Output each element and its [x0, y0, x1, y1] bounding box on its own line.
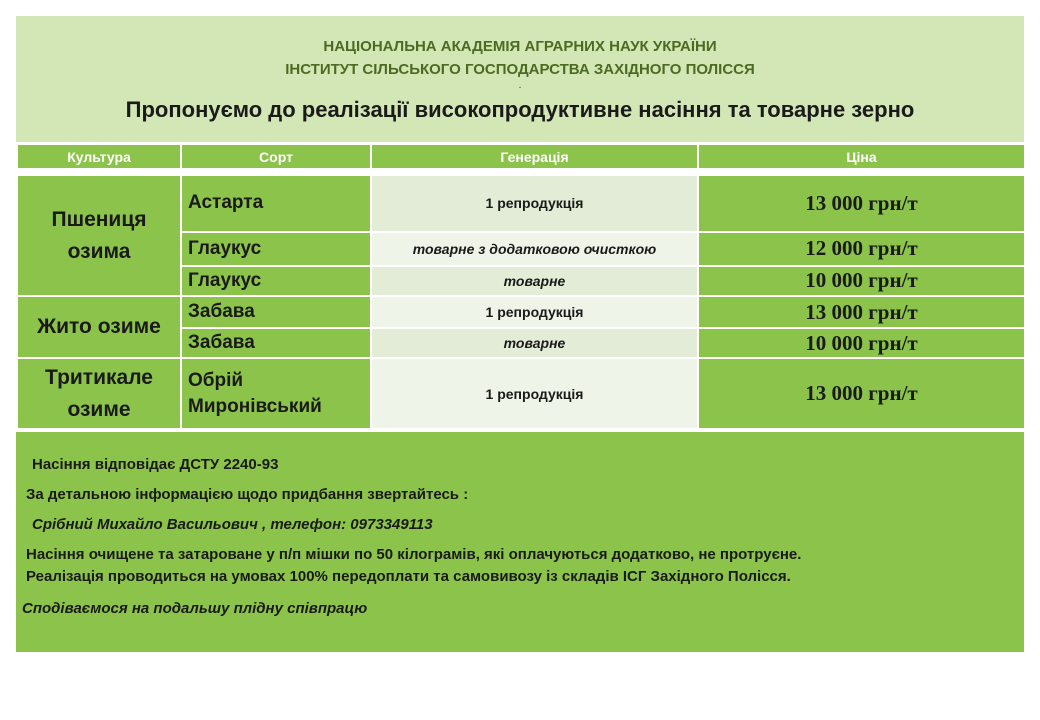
variety-cell: Забава: [181, 328, 371, 358]
generation-cell: товарне: [371, 328, 698, 358]
generation-cell: товарне: [371, 266, 698, 296]
column-header-generation: Генерація: [371, 144, 698, 169]
variety-cell: Глаукус: [181, 232, 371, 266]
variety-cell: Глаукус: [181, 266, 371, 296]
crop-cell: Жито озиме: [17, 296, 181, 358]
header-dot: .: [518, 80, 522, 91]
price-cell: 13 000 грн/т: [698, 175, 1025, 231]
org-name-line2: ІНСТИТУТ СІЛЬСЬКОГО ГОСПОДАРСТВА ЗАХІДНОГО ПОЛІССЯ: [285, 61, 755, 78]
contact-person: Срібний Михайло Васильович , телефон: 0973349113: [32, 516, 433, 533]
column-header-crop: Культура: [17, 144, 181, 169]
price-table: [16, 143, 1026, 430]
price-cell: 12 000 грн/т: [698, 232, 1025, 266]
price-cell: 13 000 грн/т: [698, 296, 1025, 328]
table-row: [17, 296, 1025, 328]
generation-cell: 1 репродукція: [371, 175, 698, 231]
variety-cell: Обрій Миронівський: [181, 358, 371, 429]
table-header-row: [17, 144, 1025, 169]
table-row: [17, 175, 1025, 231]
org-name-line1: НАЦІОНАЛЬНА АКАДЕМІЯ АГРАРНИХ НАУК УКРАЇНИ: [323, 38, 717, 55]
page-title: Пропонуємо до реалізації високопродуктивне насіння та товарне зерно: [125, 97, 915, 122]
price-cell: 13 000 грн/т: [698, 358, 1025, 429]
header-banner: [16, 16, 1024, 142]
standard-note: Насіння відповідає ДСТУ 2240-93: [32, 456, 279, 473]
packaging-note: Насіння очищене та затароване у п/п мішки по 50 кілограмів, які оплачуються додатково, не протруєне.: [26, 546, 802, 563]
column-header-price: Ціна: [698, 144, 1025, 169]
price-cell: 10 000 грн/т: [698, 328, 1025, 358]
generation-cell: 1 репродукція: [371, 358, 698, 429]
closing-note: Сподіваємося на подальшу плідну співпрацю: [22, 600, 368, 617]
crop-cell: Тритикале озиме: [17, 358, 181, 429]
footer-info: [16, 432, 1024, 652]
generation-cell: товарне з додатковою очисткою: [371, 232, 698, 266]
price-cell: 10 000 грн/т: [698, 266, 1025, 296]
contact-intro: За детальною інформацією щодо придбання звертайтесь :: [26, 486, 469, 503]
generation-cell: 1 репродукція: [371, 296, 698, 328]
variety-cell: Астарта: [181, 175, 371, 231]
column-header-variety: Сорт: [181, 144, 371, 169]
variety-cell: Забава: [181, 296, 371, 328]
sale-terms: Реалізація проводиться на умовах 100% передоплати та самовивозу із складів ІСГ Західного Полісся.: [26, 568, 791, 585]
crop-cell: Пшениця озима: [17, 175, 181, 296]
table-row: [17, 358, 1025, 429]
